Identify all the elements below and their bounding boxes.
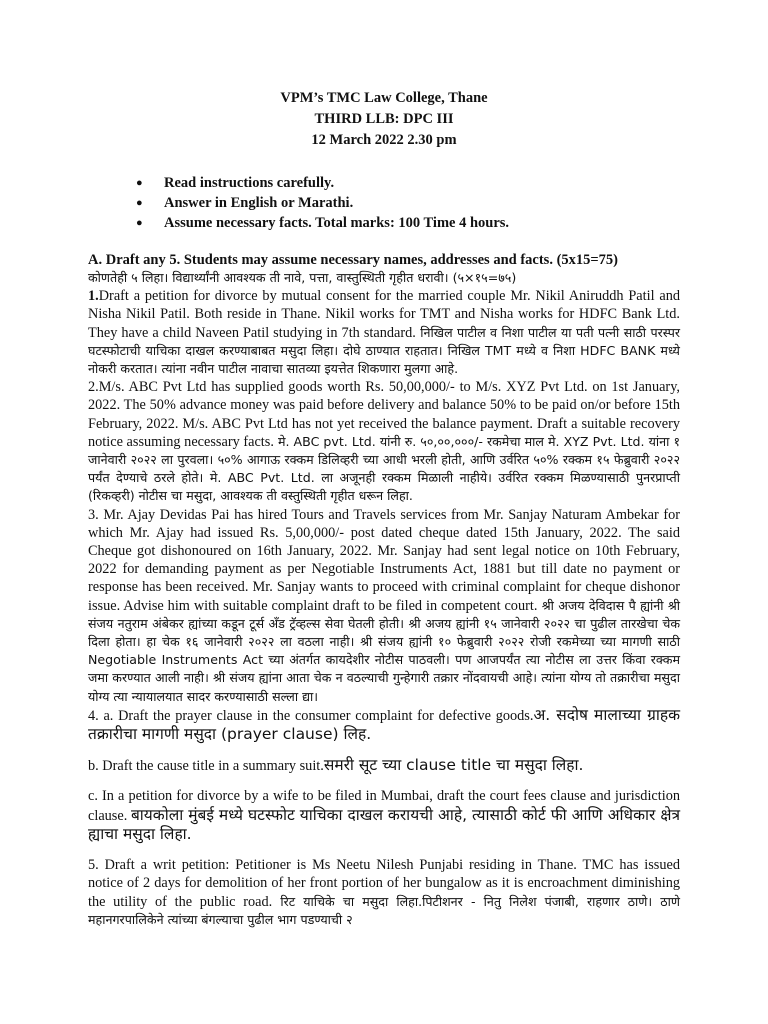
instruction-item: ● Assume necessary facts. Total marks: 100 Time 4 hours.: [136, 213, 680, 233]
question-2-english: 2.M/s. ABC Pvt Ltd has supplied goods worth Rs. 50,00,000/- to M/s. XYZ Pvt Ltd. on 1st January, 2022. The 50% advance money was paid before delivery and balance 50% to be paid on/or before 15th February, 2022. M/s. ABC Pvt Ltd has not yet received the balance payment. Draft a suitable recovery notice assuming necessary facts.: [88, 379, 680, 450]
section-a: [88, 251, 680, 929]
section-a-heading-marathi: कोणतेही ५ लिहा। विद्यार्थ्यांनी आवश्यक ती नावे, पत्ता, वास्तुस्थिती गृहीत धरावी। (५×१५=७५): [88, 270, 517, 285]
question-4c-english: c. In a petition for divorce by a wife to be filed in Mumbai, draft the court fees clause and jurisdiction clause.: [88, 788, 680, 824]
question-3: [88, 506, 680, 706]
question-4b-marathi: समरी सूट च्या clause title चा मसुदा लिहा.: [323, 756, 584, 775]
question-1-marathi: निखिल पाटील व निशा पाटील या पती पत्नी साठी परस्पर घटस्फोटाची याचिका दाखल करण्याबाबत मसुदा लिहा। दोघे ठाण्यात राहतात। निखिल TMT मध्ये व निशा HDFC BANK मध्ये नोकरी करतात। त्यांना नवीन पाटील नावाचा सातव्या इयत्तेत शिकणारा मुलगा आहे.: [88, 324, 681, 377]
instruction-item: ● Read instructions carefully.: [136, 173, 680, 193]
question-5: [88, 856, 680, 929]
paper-header: [88, 88, 680, 151]
question-5-english: 5. Draft a writ petition: Petitioner is Ms Neetu Nilesh Punjabi residing in Thane. TMC has issued notice of 2 days for demolition of her front portion of her bungalow as it is encroachment diminishing the utility of the public road.: [88, 857, 680, 910]
question-3-marathi: श्री अजय देविदास पै ह्यांनी श्री संजय नतुराम अंबेकर ह्यांच्या कडून टूर्स अँड ट्रॅव्हल्स सेवा घेतली होती। श्री अजय ह्यांनी १५ जानेवारी २०२२ चा पुढील तारखेचा चेक दिला होता। हा चेक १६ जानेवारी २०२२ ला वठला नाही। श्री संजय ह्यांनी १० फेब्रुवारी २०२२ रोजी रकमेच्या च्या मागणी साठी Negotiable Instruments Act च्या अंतर्गत कायदेशीर नोटीस पाठवली। पण आजपर्यंत त्या नोटीस ला उत्तर किंवा रक्कम जमा करण्यात आली नाही। श्री संजय ह्यांना आता चेक न वठल्याची गुन्हेगारी तक्रार नोंदवायची आहे। त्यांना योग्य तो तक्रारीचा मसुदा योग्य त्या न्यायालयात सादर करण्यासाठी सल्ला द्या।: [88, 597, 680, 704]
question-4b-english: b. Draft the cause title in a summary suit.: [88, 758, 324, 775]
question-2-marathi: मे. ABC pvt. Ltd. यांनी रु. ५०,००,०००/- रकमेचा माल मे. XYZ Pvt. Ltd. यांना १ जानेवारी २०२२ ला पुरवला। ५०% आगाऊ रक्कम डिलिव्हरी च्या आधी भरली होती, आणि उर्वरित ५०% रक्कम १५ फेब्रुवारी २०२२ पर्यंत देण्याचे ठरले होते। मे. ABC Pvt. Ltd. ला अजूनही रक्कम मिळाली नाहीये। उर्वरित रक्कम मिळण्यासाठी पुनरप्राप्ती (रिकव्हरी) नोटीस चा मसुदा, आवश्यक ती वस्तुस्थिती गृहीत धरून लिहा.: [88, 433, 681, 504]
question-4c-marathi: बायकोला मुंबई मध्ये घटस्फोट याचिका दाखल करायची आहे, त्यासाठी कोर्ट फी आणि अधिकार क्षेत्र ह्याचा मसुदा लिहा.: [88, 805, 680, 843]
course-title: THIRD LLB: DPC III: [314, 111, 454, 127]
college-name: VPM’s TMC Law College, Thane: [280, 90, 488, 106]
question-1: [88, 287, 680, 378]
question-4b: [88, 756, 680, 775]
question-4a: [88, 706, 680, 744]
question-4a-marathi: अ. सदोष मालाच्या ग्राहक तक्रारीचा मागणी मसुदा (prayer clause) लिह.: [88, 705, 680, 744]
question-1-english: Draft a petition for divorce by mutual consent for the married couple Mr. Nikil Aniruddh Patil and Nisha Nikil Patil. Both reside in Thane. Nikil works for TMT and Nisha works for HDFC Bank Ltd. They have a child Naveen Patil studying in 7th standard.: [88, 288, 680, 341]
question-3-english: 3. Mr. Ajay Devidas Pai has hired Tours and Travels services from Mr. Sanjay Naturam Ambekar for which Mr. Ajay had issued Rs. 5,00,000/- post dated cheque dated 15th January, 2022. The said Cheque got dishonoured on 16th January, 2022. Mr. Sanjay had sent legal notice on 10th February, 2022 for demanding payment as per Negotiable Instruments Act, 1881 but till date no payment or response has been received. Mr. Sanjay wants to proceed with criminal complaint for cheque dishonor issue. Advise him with suitable complaint draft to be filed in competent court.: [88, 506, 680, 614]
section-a-heading: A. Draft any 5. Students may assume necessary names, addresses and facts. (5x15=75): [88, 252, 618, 268]
exam-date-time: 12 March 2022 2.30 pm: [311, 132, 457, 148]
question-1-number: 1.: [88, 288, 99, 305]
instructions-list: [136, 173, 680, 233]
question-2: [88, 378, 680, 505]
question-4a-english: 4. a. Draft the prayer clause in the consumer complaint for defective goods.: [88, 707, 534, 724]
instruction-item: ● Answer in English or Marathi.: [136, 193, 680, 213]
question-5-marathi: रिट याचिके चा मसुदा लिहा.पिटीशनर - नितु निलेश पंजाबी, राहणार ठाणे। ठाणे महानगरपालिकेने त्यांच्या बंगल्याचा पुढील भाग पडण्याची २: [88, 893, 680, 927]
question-4c: [88, 787, 680, 844]
